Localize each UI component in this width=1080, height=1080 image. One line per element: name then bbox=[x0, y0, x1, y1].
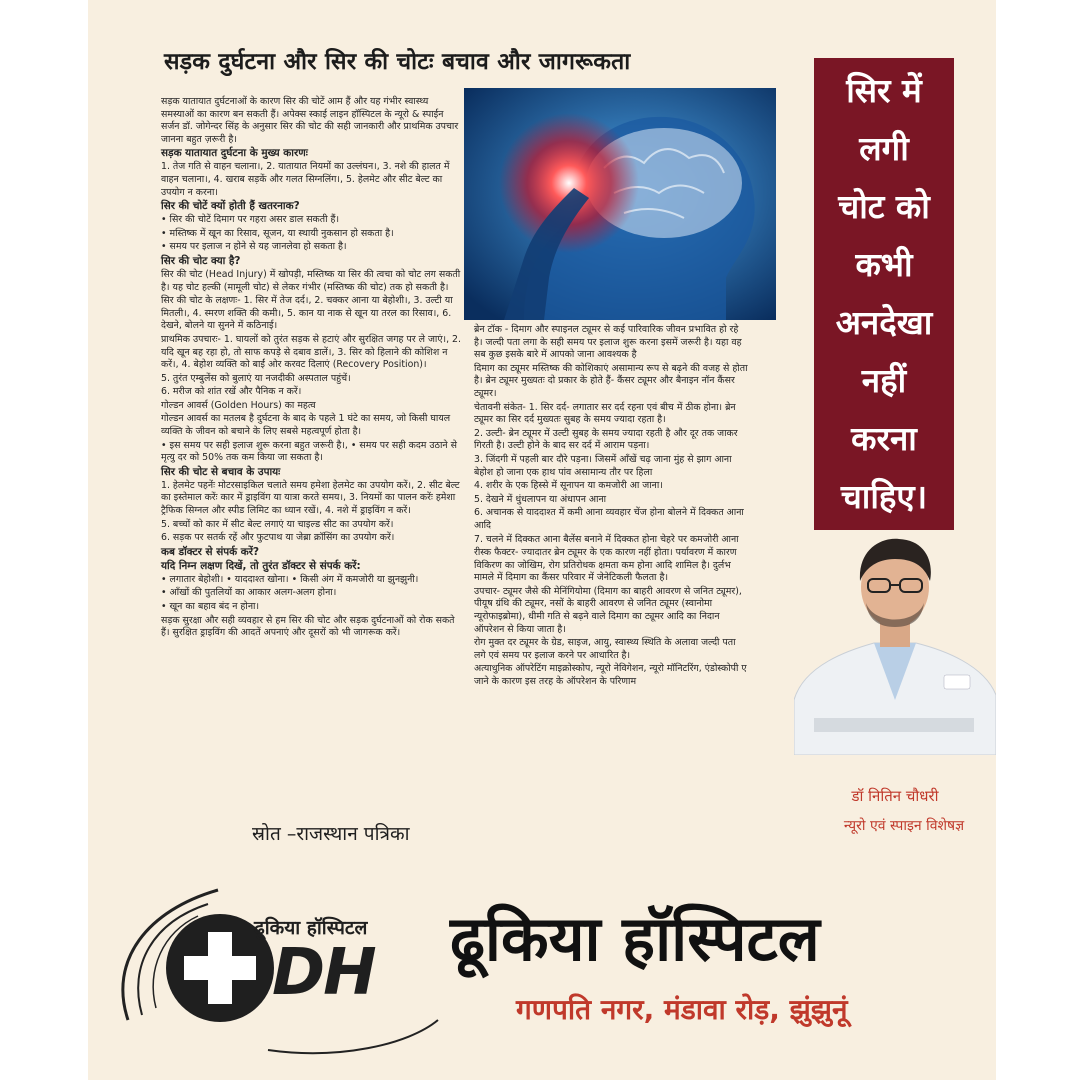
quote-line: लगी bbox=[859, 129, 909, 168]
article-paragraph: • आँखों की पुतलियों का आकार अलग-अलग होना। bbox=[161, 587, 337, 599]
article-right-column bbox=[474, 324, 748, 690]
doctor-photo bbox=[794, 525, 996, 755]
article-paragraph: • इस समय पर सही इलाज शुरू करना बहुत जरूरी है।, • समय पर सही कदम उठाने से मृत्यु दर को 50% तक कम किया जा सकता है। bbox=[161, 439, 457, 464]
article-paragraph: 7. चलने में दिक्कत आना बैलेंस बनाने में दिक्कत होना चेहरे पर कमजोरी आना bbox=[474, 533, 739, 545]
article-paragraph: • लगातार बेहोशी। • याददाश्त खोना। • किसी अंग में कमजोरी या झुनझुनी। bbox=[161, 573, 419, 585]
quote-box bbox=[814, 58, 954, 530]
article-paragraph: चेतावनी संकेत- 1. सिर दर्द- लगातार सर दर्द रहना एवं बीच में ठीक होना। ब्रेन ट्यूमर का सिर दर्द मुख्यतः सुबह के समय ज्यादा रहता है। bbox=[474, 401, 736, 426]
quote-line: चाहिए। bbox=[840, 477, 928, 516]
article-subheading: कब डॉक्टर से संपर्क करें? bbox=[161, 545, 259, 558]
hospital-address: गणपति नगर, मंडावा रोड़, झुंझुनूं bbox=[516, 993, 848, 1026]
brain-illustration bbox=[464, 88, 776, 320]
article-subheading: सड़क यातायात दुर्घटना के मुख्य कारणः bbox=[161, 147, 308, 160]
article-paragraph: प्राथमिक उपचारः- 1. घायलों को तुरंत सड़क से हटाएं और सुरक्षित जगह पर ले जाएं।, 2. यदि खून बह रहा हो, तो साफ कपड़े से दबाव डालें।, 3. सिर को हिलाने की कोशिश न करें।, 4. बेहोश व्यक्ति को बाईं ओर करवट दिलाएं (Recovery Position)। bbox=[161, 333, 462, 371]
source-credit: स्रोत –राजस्थान पत्रिका bbox=[252, 823, 410, 845]
article-paragraph: सड़क सुरक्षा और सही व्यवहार से हम सिर की चोट और सड़क दुर्घटनाओं को रोक सकते हैं। सुरक्षित ड्राइविंग की आदतें अपनाएं और दूसरों को भी जागरूक करें। bbox=[161, 614, 455, 639]
article-paragraph: सिर की चोट के लक्षणः- 1. सिर में तेज दर्द।, 2. चक्कर आना या बेहोशी।, 3. उल्टी या मितली।, 4. स्मरण शक्ति की कमी।, 5. कान या नाक से खून या तरल का रिसाव।, 6. देखने, बोलने या सुनने में कठिनाई। bbox=[161, 295, 453, 332]
article-paragraph: 1. तेज गति से वाहन चलाना।, 2. यातायात नियमों का उल्लंघन।, 3. नशे की हालत में वाहन चलाना।, 4. खराब सड़कें और गलत सिग्नलिंग।, 5. हेलमेट और सीट बेल्ट का उपयोग न करना। bbox=[161, 161, 450, 198]
doctor-specialty: न्यूरो एवं स्पाइन विशेषज्ञ bbox=[843, 818, 965, 834]
article-paragraph: • खून का बहाव बंद न होना। bbox=[161, 601, 260, 612]
doctor-portrait-icon bbox=[794, 525, 996, 755]
article-paragraph: सड़क यातायात दुर्घटनाओं के कारण सिर की चोटें आम हैं और यह गंभीर स्वास्थ्य समस्याओं का कारण बन सकती हैं। अपेक्स स्काई लाइन हॉस्पिटल के न्यूरो & स्पाईन सर्जन डॉ. जोगेन्दर सिंह के अनुसार सिर की चोट की सही जानकारी और प्राथमिक उपचार जानना बहुत ज़रूरी है। bbox=[161, 96, 459, 145]
article-paragraph: 1. हेलमेट पहनेंः मोटरसाइकिल चलाते समय हमेशा हेलमेट का उपयोग करें।, 2. सीट बेल्ट का इस्तेमाल करेंः कार में ड्राइविंग या यात्रा करते समय।, 3. नियमों का पालन करेंः हमेशा ट्रैफिक सिग्नल और स्पीड लिमिट का ध्यान रखें।, 4. नशे में ड्राइविंग न करें। bbox=[161, 479, 460, 517]
article-paragraph: 6. मरीज को शांत रखें और पैनिक न करें। bbox=[161, 386, 302, 398]
article-paragraph: रीस्क फैक्टर- ज्यादातर ब्रेन ट्यूमर के एक कारण नहीं होता। पर्यावरण में कारण विकिरण का जोखिम, रोग प्रतिरोधक क्षमता कम होना आदि शामिल है। दुर्लभ मामले में दिमाग का कैंसर परिवार में जेनेटिकली फैलता है। bbox=[474, 547, 737, 584]
logo-mark: DH bbox=[272, 936, 375, 1010]
article-title: सड़क दुर्घटना और सिर की चोटः बचाव और जागरूकता bbox=[164, 49, 631, 75]
quote-line: सिर में bbox=[846, 71, 922, 110]
article-subheading: यदि निम्न लक्षण दिखें, तो तुरंत डॉक्टर से संपर्क करें: bbox=[161, 559, 361, 572]
article-paragraph: 6. अचानक से याददाश्त में कमी आना व्यवहार चेंज होना बोलने में दिक्कत आना आदि bbox=[474, 507, 744, 531]
article-paragraph: गोल्डन आवर्स (Golden Hours) का महत्व bbox=[161, 399, 316, 411]
article-paragraph: 6. सड़क पर सतर्क रहें और फुटपाथ या जेब्रा क्रॉसिंग का उपयोग करें। bbox=[161, 532, 395, 544]
article-paragraph: दिमाग का ट्यूमर मस्तिष्क की कोशिकाएं असामान्य रूप से बढ़ने की वजह से होता है। ब्रेन ट्यूमर मुख्यतः दो प्रकार के होते हैं- कैंसर ट्यूमर और बैनाइन नॉन कैंसर ट्यूमर। bbox=[474, 362, 748, 399]
quote-line: नहीं bbox=[861, 361, 907, 400]
brain-image-icon bbox=[464, 88, 776, 320]
article-paragraph: 4. शरीर के एक हिस्से में सूनापन या कमजोरी आ जाना। bbox=[474, 480, 663, 492]
article-paragraph: • मस्तिष्क में खून का रिसाव, सूजन, या स्थायी नुकसान हो सकता है। bbox=[161, 227, 394, 239]
article-paragraph: 3. जिंदगी में पहली बार दौरे पड़ना। जिसमें आँखें चढ़ जाना मुंह से झाग आना बेहोश हो जाना एक हाथ पांव असामान्य तौर पर हिला bbox=[474, 453, 732, 478]
logo-text: ढूकिया हॉस्पिटल bbox=[254, 917, 368, 939]
hospital-name: ढूकिया हॉस्पिटल bbox=[450, 902, 820, 975]
article-paragraph: अत्याधुनिक ऑपरेटिंग माइक्रोस्कोप, न्यूरो नेविगेशन, न्यूरो मॉनिटरिंग, एंडोस्कोपी ए जाने के कारण इस तरह के ऑपरेशन के परिणाम bbox=[474, 663, 747, 688]
article-paragraph: 5. बच्चों को कार में सीट बेल्ट लगाएं या चाइल्ड सीट का उपयोग करें। bbox=[161, 518, 394, 530]
article-subheading: सिर की चोट क्या है? bbox=[161, 254, 241, 267]
quote-line: कभी bbox=[855, 245, 913, 284]
article-paragraph: रोग मुक्त दर ट्यूमर के ग्रेड, साइज, आयु, स्वास्थ्य स्थिति के अलावा जल्दी पता लगे एवं समय पर इलाज करने पर आधारित है। bbox=[474, 637, 736, 661]
quote-line: करना bbox=[851, 419, 917, 458]
article-left-column bbox=[161, 96, 463, 641]
poster bbox=[88, 0, 996, 1080]
article-paragraph: • समय पर इलाज न होने से यह जानलेवा हो सकता है। bbox=[161, 241, 347, 253]
quote-line: चोट को bbox=[838, 187, 930, 226]
article-paragraph: 5. तुरंत एम्बुलेंस को बुलाएं या नजदीकी अस्पताल पहुंचें। bbox=[161, 372, 351, 384]
article-paragraph: सिर की चोट (Head Injury) में खोपड़ी, मस्तिष्क या सिर की त्वचा को चोट लग सकती है। यह चोट हल्की (मामूली चोट) से लेकर गंभीर (मस्तिष्क की चोट) तक हो सकती है। bbox=[161, 268, 461, 293]
article-paragraph: 5. देखने में धुंधलापन या अंधापन आना bbox=[474, 493, 607, 505]
article-subheading: सिर की चोटें क्यों होती हैं खतरनाक? bbox=[161, 200, 300, 213]
article-paragraph: ब्रेन टॉक - दिमाग और स्पाइनल ट्यूमर से कई पारिवारिक जीवन प्रभावित हो रहे है। जल्दी पता लगा के सही समय पर इलाज शुरू करना इसमें जरूरी है। यहा वह सब कुछ इसके बारे में आपको जाना आवश्यक है bbox=[474, 324, 742, 361]
article-paragraph: गोल्डन आवर्स का मतलब है दुर्घटना के बाद के पहले 1 घंटे का समय, जो किसी घायल व्यक्ति के जीवन को बचाने के लिए सबसे महत्वपूर्ण होता है। bbox=[161, 413, 451, 438]
quote-line: अनदेखा bbox=[835, 303, 933, 342]
article-paragraph: • सिर की चोटें दिमाग पर गहरा असर डाल सकती हैं। bbox=[161, 214, 340, 226]
article-paragraph: 2. उल्टी- ब्रेन ट्यूमर में उल्टी सुबह के समय ज्यादा रहती है और दूर तक जाकर गिरती है। उल्टी होने के बाद सर दर्द में आराम पड़ना। bbox=[474, 427, 738, 452]
article-paragraph: उपचार- ट्यूमर जैसे की मेनिंगियोमा (दिमाग का बाहरी आवरण से जनित ट्यूमर), पीयूष ग्रंथि की ट्यूमर, नसों के बाहरी आवरण से जनित ट्यूमर (स्वानोमा न्यूरोफाइब्रोमा), धीमी गति से बढ़ने वाले दिमाग का ट्यूमर आदि का निदान ऑपरेशन से किया जाता है। bbox=[474, 585, 742, 635]
doctor-name: डॉ नितिन चौधरी bbox=[851, 787, 939, 805]
article-subheading: सिर की चोट से बचाव के उपायः bbox=[161, 465, 281, 478]
